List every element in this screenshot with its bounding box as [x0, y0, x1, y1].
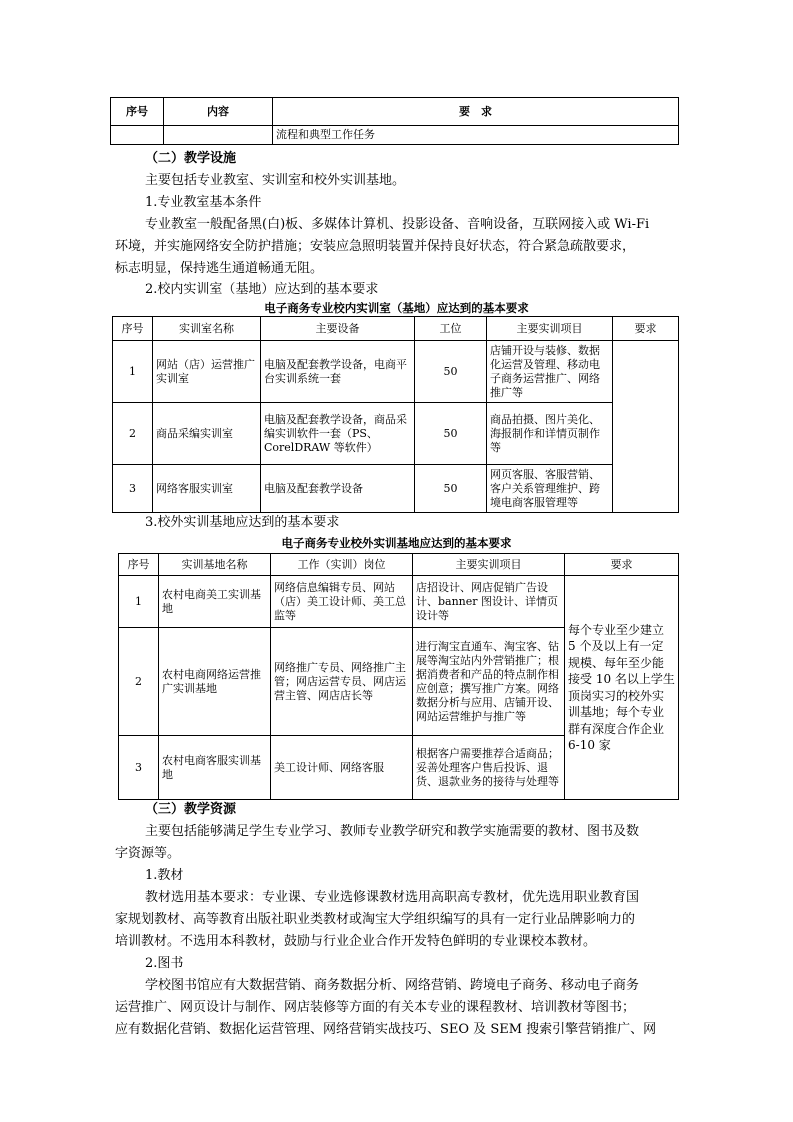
paragraph-facilities-intro: 主要包括专业教室、实训室和校外实训基地。: [145, 173, 406, 188]
top-table-header-no: 序号: [111, 98, 164, 126]
table2-header-positions: 工作（实训）岗位: [271, 554, 413, 576]
table2-row1-projects: 店招设计、网店促销广告设计、banner 图设计、详情页设计等: [413, 576, 565, 628]
table1-row3-equipment: 电脑及配套教学设备: [261, 465, 415, 513]
table2-header-name: 实训基地名称: [159, 554, 271, 576]
table1-header-projects: 主要实训项目: [487, 317, 613, 341]
table1-row3-no: 3: [113, 465, 153, 513]
table1-header-requirement: 要求: [613, 317, 679, 341]
table1-row2-projects: 商品拍摄、图片美化、海报制作和详情页制作等: [487, 403, 613, 465]
paragraph-classroom-line-2: 环境，并实施网络安全防护措施；安装应急照明装置并保持良好状态，符合紧急疏散要求，: [115, 239, 636, 254]
table1-row2-name: 商品采编实训室: [153, 403, 261, 465]
table1-row1-seats: 50: [415, 341, 487, 403]
table2-row2-projects: 进行淘宝直通车、淘宝客、钻展等淘宝站内外营销推广；根据消费者和产品的特点制作相应创意；撰写推广方案。网络数据分析与应用、店铺开设、网站运营维护与推广等: [413, 628, 565, 736]
offcampus-table: [118, 553, 679, 800]
top-table-cell-no: [111, 126, 164, 145]
top-table-cell-content: [164, 126, 273, 145]
table2-header-requirement: 要求: [565, 554, 679, 576]
table1-header-no: 序号: [113, 317, 153, 341]
table1-row3-projects: 网页客服、客服营销、客户关系管理维护、跨境电商客服管理等: [487, 465, 613, 513]
top-table-header-content: 内容: [164, 98, 273, 126]
table1-row1-name: 网站（店）运营推广实训室: [153, 341, 261, 403]
top-table-header-requirement: 要 求: [273, 98, 679, 126]
table2-row1-no: 1: [119, 576, 159, 628]
table1-requirement: [613, 341, 679, 513]
table1-header-name: 实训室名称: [153, 317, 261, 341]
top-table: [110, 97, 679, 145]
table2-header-projects: 主要实训项目: [413, 554, 565, 576]
subheading-offcampus: 3.校外实训基地应达到的基本要求: [145, 515, 340, 530]
table-row: [113, 465, 679, 513]
paragraph-textbooks-line-3: 培训教材。不选用本科教材，鼓励与行业企业合作开发特色鲜明的专业课校本教材。: [115, 934, 597, 949]
oncampus-table: [112, 316, 679, 513]
top-table-cell-requirement: 流程和典型工作任务: [273, 126, 679, 145]
table2-row2-name: 农村电商网络运营推广实训基地: [159, 628, 271, 736]
table2-row3-positions: 美工设计师、网络客服: [271, 736, 413, 800]
table1-row1-no: 1: [113, 341, 153, 403]
table2-row3-name: 农村电商客服实训基地: [159, 736, 271, 800]
table-row: [113, 403, 679, 465]
table1-row1-projects: 店铺开设与装修、数据化运营及管理、移动电子商务运营推广、网络推广等: [487, 341, 613, 403]
paragraph-books-line-3: 应有数据化营销、数据化运营管理、网络营销实战技巧、SEO 及 SEM 搜索引擎营销推广、网: [115, 1022, 657, 1037]
table1-row2-equipment: 电脑及配套教学设备，商品采编实训软件一套（PS、CorelDRAW 等软件）: [261, 403, 415, 465]
table2-requirement: 每个专业至少建立 5 个及以上有一定规模、每年至少能接受 10 名以上学生顶岗实习的校外实训基地；每个专业群有深度合作企业 6-10 家: [565, 576, 679, 800]
subheading-textbooks: 1.教材: [145, 868, 184, 883]
table2-row2-no: 2: [119, 628, 159, 736]
table1-row3-seats: 50: [415, 465, 487, 513]
paragraph-books-line-2: 运营推广、网页设计与制作、网店装修等方面的有关本专业的课程教材、培训教材等图书；: [115, 1000, 636, 1015]
paragraph-textbooks-line-1: 教材选用基本要求：专业课、专业选修课教材选用高职高专教材，优先选用职业教育国: [145, 890, 640, 905]
paragraph-classroom-line-1: 专业教室一般配备黑(白)板、多媒体计算机、投影设备、音响设备，互联网接入或 Wi-Fi: [145, 217, 650, 232]
table2-row2-positions: 网络推广专员、网络推广主管；网店运营专员、网店运营主管、网店店长等: [271, 628, 413, 736]
table2-header-no: 序号: [119, 554, 159, 576]
section-heading-facilities: （二）教学设施: [145, 151, 237, 166]
table1-header-equipment: 主要设备: [261, 317, 415, 341]
table-row: [113, 341, 679, 403]
table1-row1-equipment: 电脑及配套教学设备，电商平台实训系统一套: [261, 341, 415, 403]
paragraph-textbooks-line-2: 家规划教材、高等教育出版社职业类教材或淘宝大学组织编写的具有一定行业品牌影响力的: [115, 912, 636, 927]
table2-row3-projects: 根据客户需要推荐合适商品；妥善处理客户售后投诉、退货、退款业务的接待与处理等: [413, 736, 565, 800]
table-row: [119, 576, 679, 628]
paragraph-resources-line-1: 主要包括能够满足学生专业学习、教师专业教学研究和教学实施需要的教材、图书及数: [145, 824, 640, 839]
subheading-classroom: 1.专业教室基本条件: [145, 195, 262, 210]
section-heading-resources: （三）教学资源: [145, 802, 237, 817]
table1-row2-no: 2: [113, 403, 153, 465]
table1-row2-seats: 50: [415, 403, 487, 465]
table2-caption: 电子商务专业校外实训基地应达到的基本要求: [281, 536, 512, 550]
table1-row3-name: 网络客服实训室: [153, 465, 261, 513]
paragraph-books-line-1: 学校图书馆应有大数据营销、商务数据分析、网络营销、跨境电子商务、移动电子商务: [145, 978, 640, 993]
table2-row1-name: 农村电商美工实训基地: [159, 576, 271, 628]
paragraph-resources-line-2: 字资源等。: [115, 846, 181, 861]
table2-row3-no: 3: [119, 736, 159, 800]
table1-caption: 电子商务专业校内实训室（基地）应达到的基本要求: [264, 301, 529, 315]
subheading-books: 2.图书: [145, 956, 184, 971]
subheading-oncampus: 2.校内实训室（基地）应达到的基本要求: [145, 282, 379, 297]
paragraph-classroom-line-3: 标志明显，保持逃生通道畅通无阻。: [115, 261, 324, 276]
table2-row1-positions: 网络信息编辑专员、网站（店）美工设计师、美工总监等: [271, 576, 413, 628]
table1-header-seats: 工位: [415, 317, 487, 341]
